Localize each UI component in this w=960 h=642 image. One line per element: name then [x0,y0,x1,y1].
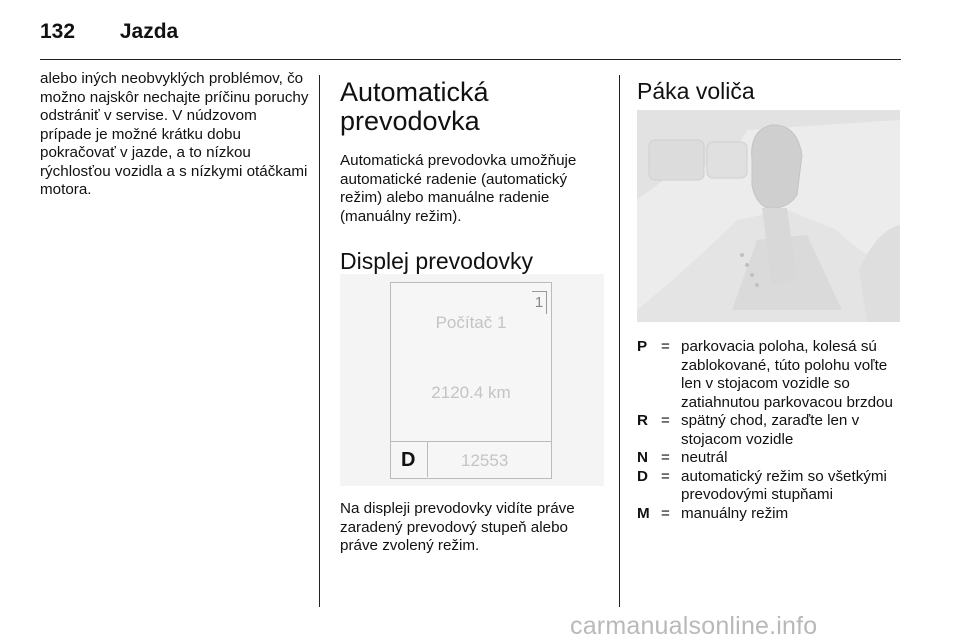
column-2 [340,78,610,292]
display-label: Počítač 1 [435,313,507,332]
column-divider-1 [319,75,320,607]
gear-position-list [637,338,902,523]
gear-description: neutrál [681,449,728,466]
selector-lever-image [637,110,900,322]
gear-indicator: D [401,449,416,471]
display-divider [391,441,551,442]
subheading: Displej prevodovky [340,248,534,274]
gear-description: spätný chod, zaraďte len v stojacom vozidle [681,412,860,448]
selector-lever-heading: Páka voliča [637,78,755,104]
display-vertical-divider [427,441,428,477]
list-item [637,468,902,505]
list-item [637,449,902,468]
section-heading: Automatická prevodovka [340,77,489,136]
page-header [40,20,178,44]
gear-description: manuálny režim [681,504,789,522]
display-panel [390,282,552,479]
page-number: 132 [40,20,76,43]
header-rule [40,59,901,60]
equals-sign: = [661,449,670,466]
gear-key: M [637,504,650,522]
column-1 [40,70,312,200]
gear-key: D [637,467,648,485]
equals-sign: = [661,412,670,429]
equals-sign: = [661,504,670,522]
display-caption: Na displeji prevodovky vidíte práve zaradený prevodový stupeň alebo práve zvolený režim. [340,500,575,554]
odometer-value: 12553 [461,451,509,470]
watermark: carmanualsonline.info [570,612,818,640]
transmission-display-figure [340,274,604,486]
list-item [637,505,902,524]
display-distance: 2120.4 km [431,383,511,402]
equals-sign: = [661,467,670,485]
gear-description: automatický režim so všetkými prevodovými stupňami [681,467,887,503]
column-1-text: alebo iných neobvyklých problémov, čo možno najskôr nechajte príčinu poruchy odstrániť v servise. V núdzovom prípade je možné krátku dobu pokračovať v jazde, a to nízkou rýchlosťou vozidla a s nízkymi otáčkami motora. [40,70,309,198]
list-item [637,412,902,449]
gear-key: N [637,449,648,466]
section-title: Jazda [119,20,179,43]
gear-description: parkovacia poloha, kolesá sú zablokované, túto polohu voľte len v stojacom vozidle so zatiahnutou parkovacou brzdou [681,338,893,411]
gear-key: P [637,338,648,355]
gear-key: R [637,412,648,429]
equals-sign: = [661,338,670,355]
column-divider-2 [619,75,620,607]
intro-paragraph: Automatická prevodovka umožňuje automatické radenie (automatický režim) alebo manuálne radenie (manuálny režim). [340,152,577,225]
display-caption-block [340,500,610,556]
gear-lever-illustration [637,110,900,322]
page-indicator-badge: 1 [532,291,547,314]
list-item [637,338,902,412]
